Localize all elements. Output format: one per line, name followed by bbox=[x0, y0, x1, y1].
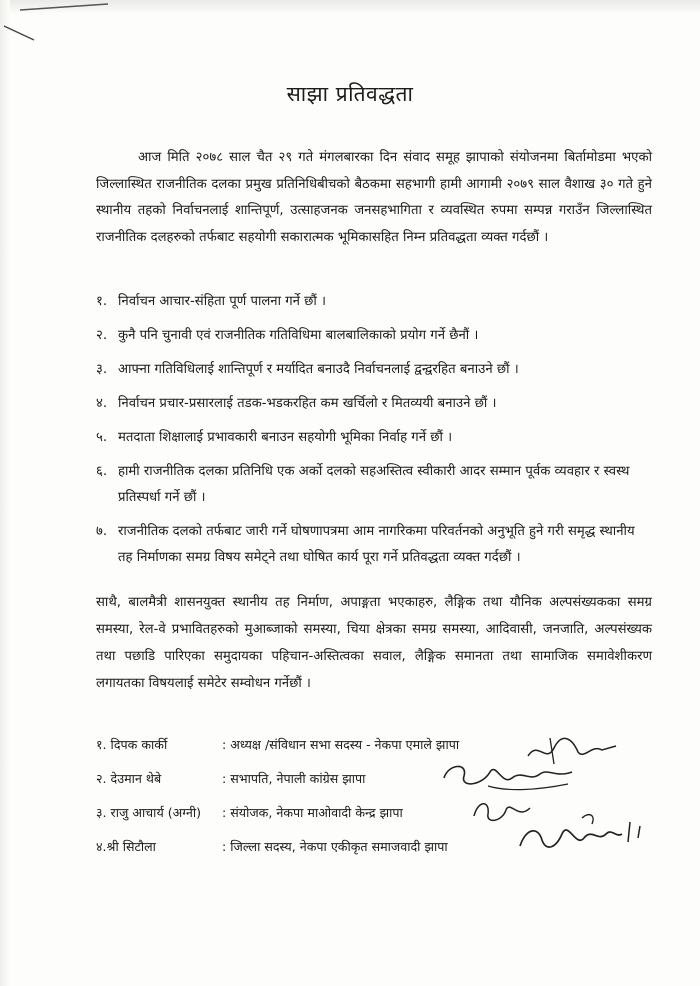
signatory-list bbox=[96, 734, 516, 870]
signatory-name: ४.श्री सिटौला bbox=[96, 839, 156, 854]
signatory-row bbox=[96, 836, 516, 858]
commitment-list bbox=[96, 289, 652, 579]
scan-edge-left bbox=[0, 0, 10, 986]
intro-text: आज मिति २०७८ साल चैत २९ गते मंगलबारका दिन संवाद समूह झापाको संयोजनमा बिर्तामोडमा भएको जिल्लास्थित राजनीतिक दलका प्रमुख प्रतिनिधिबीचको बैठकमा सहभागी हामी आगामी २०७९ साल वैशाख ३० गते हुने स्थानीय तहको निर्वाचनलाई शान्तिपूर्ण, उत्साहजनक जनसहभागिता र व्यवस्थित रुपमा सम्पन्न गराउँन जिल्लास्थित राजनीतिक दलहरुको तर्फबाट सहयोगी सकारात्मक भूमिकासहित निम्न प्रतिवद्धता व्यक्त गर्दछौं । bbox=[96, 150, 652, 245]
closing-paragraph: साथै, बालमैत्री शासनयुक्त स्थानीय तह निर्माण, अपाङ्गता भएकाहरु, लैङ्गिक तथा यौनिक अल्पसंख्यकका समग्र समस्या, रेल-वे प्रभावितहरुको मुआब्जाको समस्या, चिया क्षेत्रका समग्र समस्या, आदिवासी, जनजाति, अल्पसंख्यक तथा पछाडि पारिएका समुदायका पहिचान-अस्तित्वका सवाल, लैङ्गिक समानता तथा सामाजिक समावेशीकरण लगायतका विषयलाई समेटेर सम्वोधन गर्नेछौं । bbox=[96, 595, 652, 691]
signatory-row bbox=[96, 734, 516, 756]
commitment-item: ६. हामी राजनीतिक दलका प्रतिनिधि एक अर्को दलको सहअस्तित्व स्वीकारी आदर सम्मान पूर्वक व्यवहार र स्वस्थ प्रतिस्पर्धा गर्ने छौं । bbox=[96, 464, 630, 505]
commitment-item: ७. राजनीतिक दलको तर्फबाट जारी गर्ने घोषणापत्रमा आम नागरिकमा परिवर्तनको अनुभूति हुने गरी समृद्ध स्थानीय तह निर्माणका समग्र विषय समेट्ने तथा घोषित कार्य पूरा गर्ने प्रतिवद्धता व्यक्त गर्दछौं । bbox=[96, 524, 635, 565]
intro-paragraph bbox=[96, 145, 652, 251]
signatory-name: १. दिपक कार्की bbox=[96, 737, 168, 752]
commitment-item: २. कुनै पनि चुनावी एवं राजनीतिक गतिविधिमा बालबालिकाको प्रयोग गर्ने छैनौं । bbox=[96, 328, 479, 343]
signature-4 bbox=[512, 808, 652, 860]
commitment-item: ५. मतदाता शिक्षालाई प्रभावकारी बनाउन सहयोगी भूमिका निर्वाह गर्ने छौं । bbox=[96, 430, 453, 445]
signatory-name: २. देउमान थेबे bbox=[96, 771, 162, 786]
commitment-item: १. निर्वाचन आचार-संहिता पूर्ण पालना गर्ने छौं । bbox=[96, 294, 327, 309]
commitment-item: ३. आफ्ना गतिविधिलाई शान्तिपूर्ण र मर्यादित बनाउदै निर्वाचनलाई द्वन्द्वरहित बनाउने छौं । bbox=[96, 362, 519, 377]
signature-2 bbox=[438, 756, 578, 796]
signatory-role: : सभापति, नेपाली कांग्रेस झापा bbox=[222, 771, 366, 786]
signatory-row bbox=[96, 802, 516, 824]
signatory-role: : संयोजक, नेकपा माओवादी केन्द्र झापा bbox=[222, 805, 403, 820]
signatory-name: ३. राजु आचार्य (अग्नी) bbox=[96, 805, 201, 820]
scan-pen-marks bbox=[0, 0, 120, 60]
signatory-role: : जिल्ला सदस्य, नेकपा एकीकृत समाजवादी झापा bbox=[222, 839, 448, 854]
commitment-item: ४. निर्वाचन प्रचार-प्रसारलाई तडक-भडकरहित कम खर्चिलो र मितव्ययी बनाउने छौं । bbox=[96, 396, 497, 411]
document-title: साझा प्रतिवद्धता bbox=[286, 82, 414, 106]
signatory-role: : अध्यक्ष /संविधान सभा सदस्य - नेकपा एमाले झापा bbox=[222, 737, 460, 752]
